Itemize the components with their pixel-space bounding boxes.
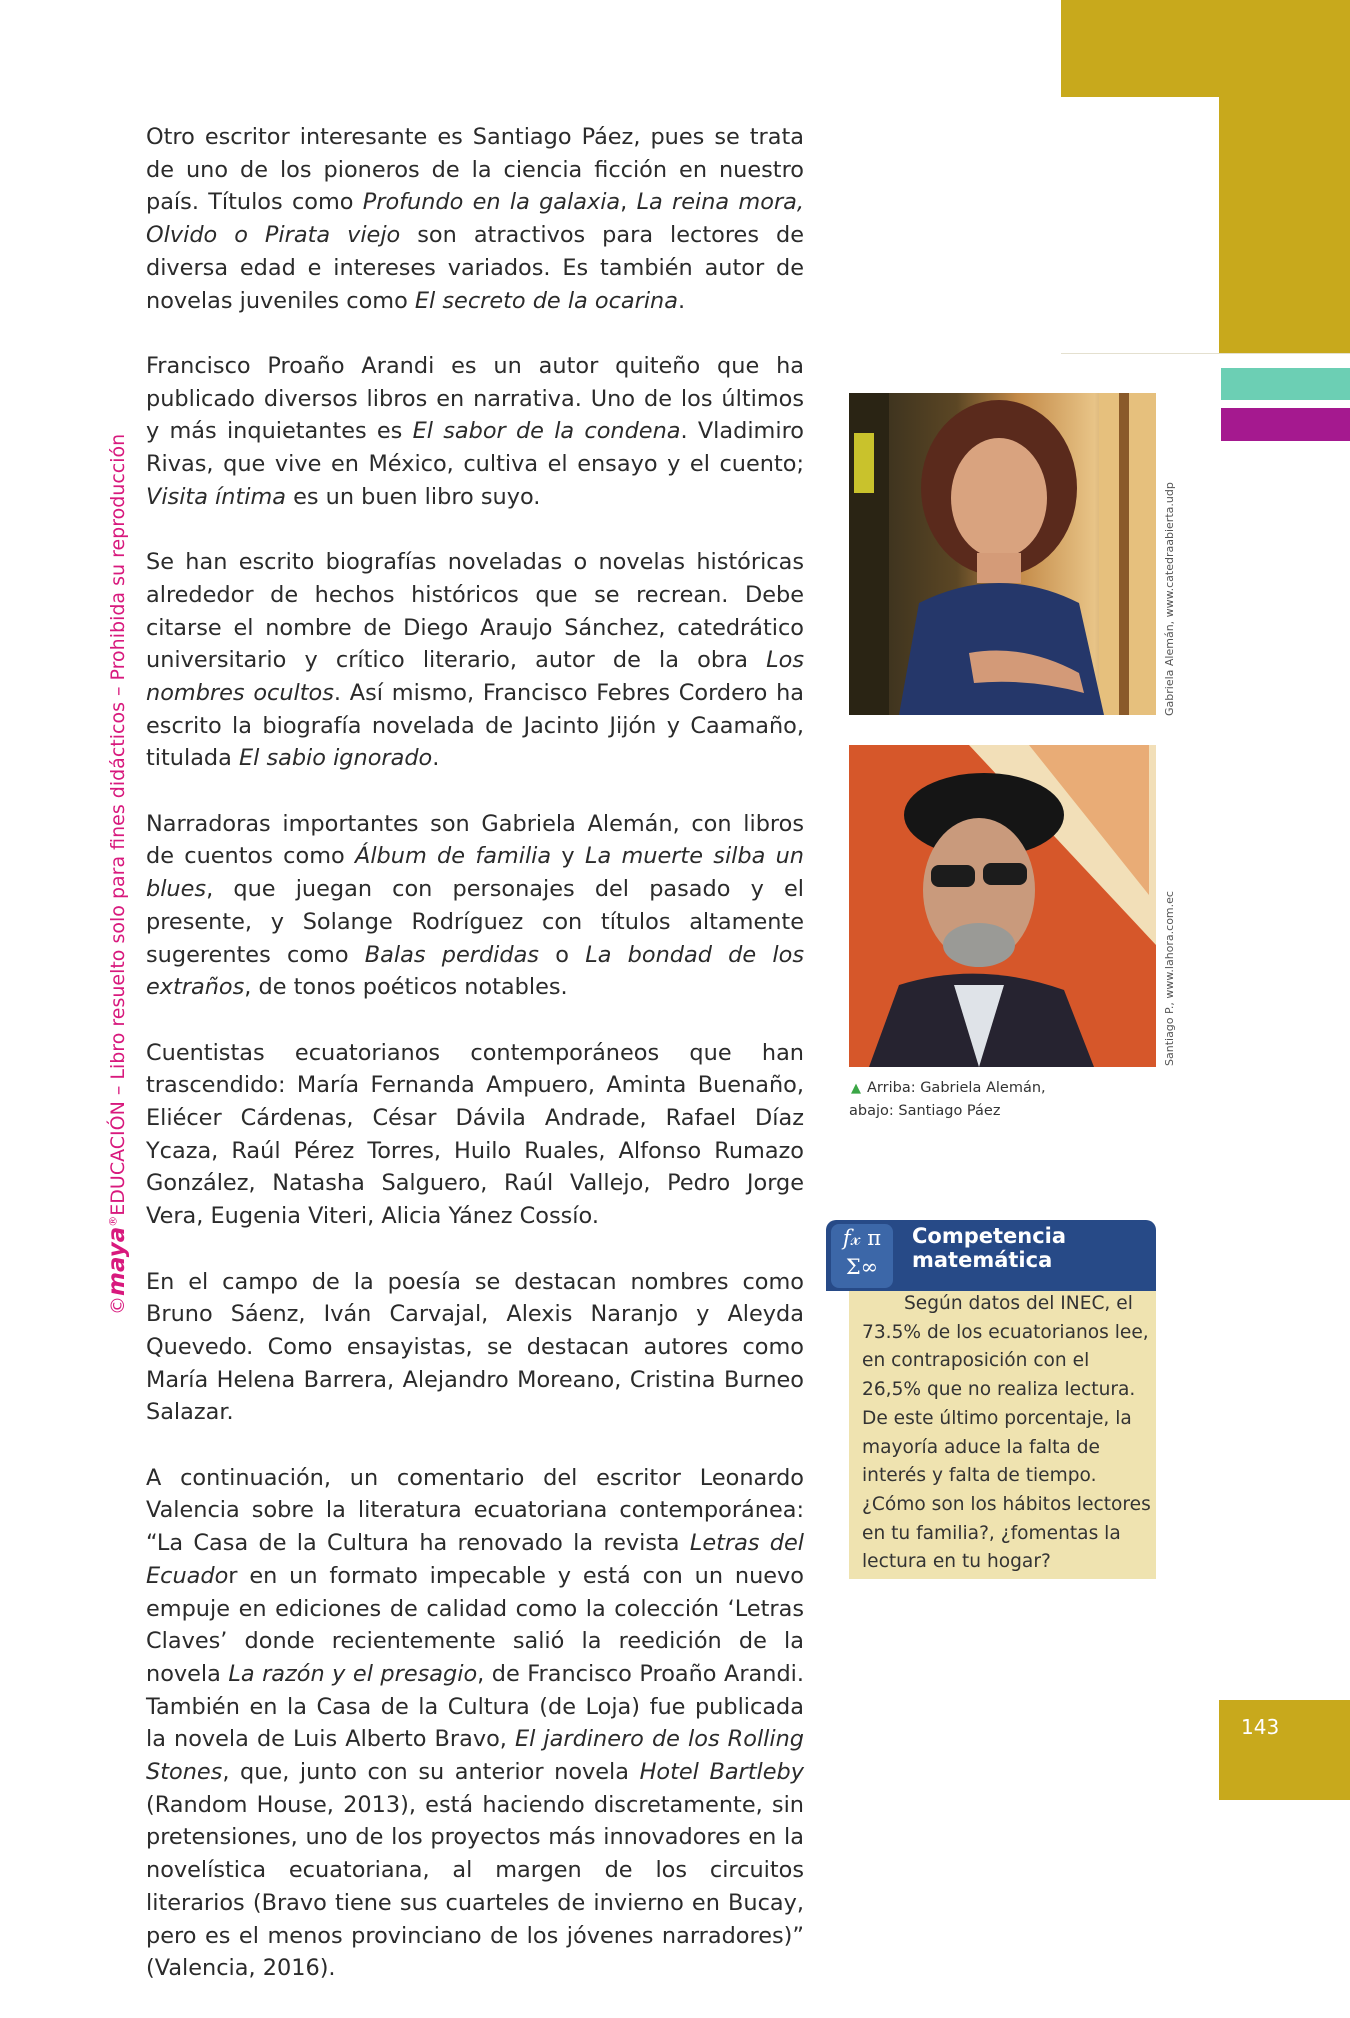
portrait-illustration xyxy=(849,745,1156,1067)
book-title: Álbum de familia xyxy=(355,843,552,870)
competencia-title-line-2: matemática xyxy=(912,1248,1053,1272)
paragraph-valencia-quote xyxy=(146,1462,804,1985)
text-run: . Vladimiro Rivas, que vive en México, cultiva el ensayo y el cuento; xyxy=(146,418,804,478)
text-run: (Random House, 2013), está haciendo discretamente, sin pretensiones, uno de los proyectos más innovadores en la novelística ecuatoriana, al margen de los circuitos literarios (Bravo tiene sus cuarteles de invierno en Bucay, pero es el menos provinciano de los jóvenes narradores)” (Valencia, 2016). xyxy=(146,1791,804,1982)
paragraph-proano-arandi xyxy=(146,350,804,514)
paragraph-poesia xyxy=(146,1266,804,1430)
book-title: Letras del Ecuado xyxy=(146,1530,804,1589)
paragraph-biografias xyxy=(146,546,804,775)
decorative-teal-stripe xyxy=(1221,368,1350,400)
book-title: Hotel Bartleby xyxy=(639,1759,804,1786)
text-run: , que juegan con personajes del pasado y el presente, y Solange Rodríguez con títulos altamente sugerentes como xyxy=(146,876,804,968)
copyright-text: EDUCACIÓN – Libro resuelto solo para fines didácticos – Prohibida su reproducción xyxy=(107,433,129,1216)
text-run: Se han escrito biografías noveladas o novelas históricas alrededor de hechos históricos que se recrean. Debe citarse el nombre de Diego Araujo Sánchez, catedrático universitario y crítico literario, autor de la obra xyxy=(146,549,804,674)
text-run: y xyxy=(551,843,585,870)
text-run: o xyxy=(538,941,586,968)
text-run: , xyxy=(620,189,637,216)
text-run: A continuación, un comentario del escritor Leonardo Valencia sobre la literatura ecuatoriana contemporánea: “La Casa de la Cultura ha renovado la revista xyxy=(146,1464,804,1557)
caption-line-2: abajo: Santiago Páez xyxy=(849,1103,1001,1119)
book-title: La muerte silba un blues xyxy=(146,843,804,903)
text-run: . xyxy=(432,745,440,772)
decorative-magenta-stripe xyxy=(1221,408,1350,441)
book-title: El sabor de la condena xyxy=(412,418,681,445)
book-title: La reina mora, Olvido o Pirata viejo xyxy=(146,189,804,249)
text-run: es un buen libro suyo. xyxy=(286,483,541,510)
book-title: Los nombres ocultos xyxy=(146,647,804,706)
book-title: El sabio ignorado xyxy=(238,745,433,772)
paragraph-santiago-paez xyxy=(146,121,804,317)
text-run: Narradoras importantes son Gabriela Alemán, con libros de cuentos como xyxy=(146,810,804,870)
competencia-title-line-1: Competencia xyxy=(912,1224,1067,1248)
photo-credit-gabriela: Gabriela Alemán, www.catedraabierta.udp xyxy=(1163,482,1176,716)
main-text-column xyxy=(146,121,804,2018)
book-title: El jardinero de los Rolling Stones xyxy=(146,1726,805,1786)
book-title: La razón y el presagio xyxy=(228,1660,478,1687)
page-number: 143 xyxy=(1241,1715,1280,1739)
text-run: Francisco Proaño Arandi es un autor quiteño que ha publicado diversos libros en narrativa. Uno de los últimos y más inquietantes es xyxy=(146,352,804,445)
book-title: Profundo en la galaxia xyxy=(362,189,621,216)
copyright-notice xyxy=(104,433,130,1315)
text-run: son atractivos para lectores de diversa edad e intereses variados. Es también autor de novelas juveniles como xyxy=(146,222,804,314)
book-title: La bondad de los extraños xyxy=(146,941,805,1001)
text-run: Otro escritor interesante es Santiago Páez, pues se trata de uno de los pioneros de la ciencia ficción en nuestro país. Títulos como xyxy=(146,124,804,216)
math-icon-row-1: 𝑓𝓍 π xyxy=(842,1226,882,1250)
text-run: , de Francisco Proaño Arandi. También en la Casa de la Cultura (de Loja) fue publicada la novela de Luis Alberto Bravo, xyxy=(146,1660,804,1753)
photo-credit-santiago: Santiago P., www.lahora.com.ec xyxy=(1163,891,1176,1066)
book-title: Visita íntima xyxy=(146,483,286,510)
text-run: , de tonos poéticos notables. xyxy=(244,974,568,1001)
registered-mark: ® xyxy=(106,1215,120,1227)
photo-caption xyxy=(849,1077,1069,1122)
math-icon-row-2: Σ∞ xyxy=(845,1255,879,1279)
copyright-symbol: © xyxy=(107,1296,129,1315)
book-title: El secreto de la ocarina xyxy=(414,287,678,314)
paragraph-narradoras xyxy=(146,808,804,1004)
paragraph-cuentistas xyxy=(146,1037,804,1233)
portrait-illustration xyxy=(849,393,1156,715)
book-title: Balas perdidas xyxy=(364,941,539,968)
competencia-title xyxy=(912,1224,1152,1272)
competencia-paragraph: Según datos del INEC, el 73.5% de los ecuatorianos lee, en contraposición con el 26,5% que no realiza lectura. De este último porcentaje, la mayoría aduce la falta de interés y falta de tiempo. ¿Cómo son los hábitos lectores en tu familia?, ¿fomentas la lectura en tu hogar? xyxy=(862,1293,1151,1573)
math-symbols-icon xyxy=(831,1224,893,1288)
text-run: . xyxy=(677,287,686,314)
text-run: , que, junto con su anterior novela xyxy=(222,1759,640,1786)
page-number-box xyxy=(1219,1700,1350,1800)
text-run: Cuentistas ecuatorianos contemporáneos que han trascendido: María Fernanda Ampuero, Aminta Buenaño, Eliécer Cárdenas, César Dávila Andrade, Rafael Díaz Ycaza, Raúl Pérez Torres, Huilo Ruales, Alfonso Rumazo González, Natasha Salguero, Raúl Vallejo, Pedro Jorge Vera, Eugenia Viteri, Alicia Yánez Cossío. xyxy=(146,1039,804,1230)
decorative-gold-band-side xyxy=(1219,97,1350,353)
competencia-text xyxy=(862,1290,1154,1577)
caption-triangle-icon: ▲ xyxy=(851,1081,861,1096)
photo-gabriela-aleman xyxy=(849,393,1156,715)
text-run: En el campo de la poesía se destacan nombres como Bruno Sáenz, Iván Carvajal, Alexis Naranjo y Aleyda Quevedo. Como ensayistas, se destacan autores como María Helena Barrera, Alejandro Moreano, Cristina Burneo Salazar. xyxy=(146,1268,804,1426)
decorative-divider xyxy=(1061,353,1350,354)
brand-logo-text: maya xyxy=(104,1226,130,1296)
decorative-gold-band-top xyxy=(1061,0,1350,97)
caption-line-1: Arriba: Gabriela Alemán, xyxy=(867,1080,1046,1096)
photo-santiago-paez xyxy=(849,745,1156,1067)
text-run: . Así mismo, Francisco Febres Cordero ha escrito la biografía novelada de Jacinto Jijón y Caamaño, titulada xyxy=(146,679,804,772)
text-run: r en un formato impecable y está con un nuevo empuje en ediciones de calidad como la colección ‘Letras Claves’ donde recientemente salió la reedición de la novela xyxy=(146,1562,804,1687)
